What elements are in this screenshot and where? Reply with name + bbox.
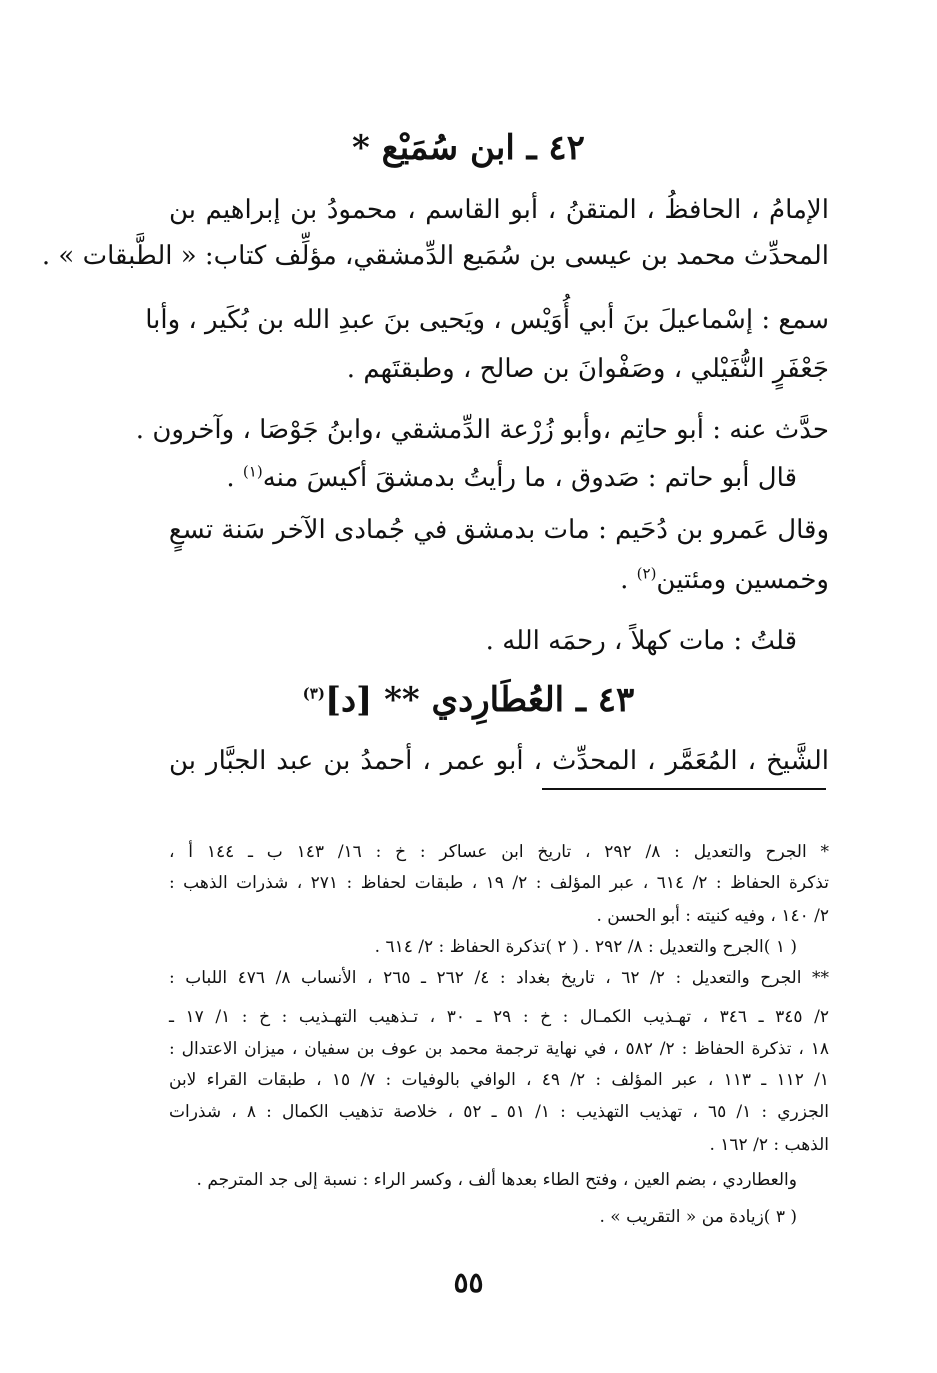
page-number: ٥٥ [453,1266,484,1299]
entry-42-line-8-text: وخمسين ومئتين [656,565,829,595]
entry-42-line-8-suffix: . [620,565,637,595]
entry-42-line-1: الإمامُ ، الحافظُ ، المتقنُ ، أبو القاسم ، محمودُ بن إبراهيم بن [169,195,829,225]
entry-42-heading: ٤٢ ـ ابن سُمَيْع * [352,128,585,168]
footnote-line-10: الذهب : ٢/ ١٦٢ . [709,1135,829,1155]
footnote-line-2: تذكرة الحفاظ : ٢/ ٦١٤ ، عبر المؤلف : ٢/ ١٩ ، طبقات لحفاظ : ٢٧١ ، شذرات الذهب : [169,873,829,893]
entry-42-line-2: المحدِّث محمد بن عيسى بن سُمَيع الدِّمشقي، مؤلِّف كتاب: « الطَّبقات » . [41,241,829,271]
footnote-line-7: ١٨ ، تذكرة الحفاظ : ٢/ ٥٨٢ ، في نهاية ترجمة محمد بن عوف بن سفيان ، ميزان الاعتدال : [169,1039,829,1059]
footnote-line-12: ( ٣ )زيادة من « التقريب » . [599,1207,797,1227]
entry-42-line-3: سمع : إسْماعيلَ بنَ أبي أُوَيْس ، ويَحيى بنَ عبدِ الله بن بُكَير ، وأبا [145,305,829,335]
footnote-line-1: * الجرح والتعديل : ٨/ ٢٩٢ ، تاريخ ابن عساكر : خ : ١٦/ ١٤٣ ب ـ ١٤٤ أ ، [169,842,829,862]
entry-43-heading-text: ٤٣ ـ العُطَارِدي ** [د] [324,680,635,720]
footnote-ref-1: (١) [242,462,263,481]
footnote-ref-3: (٣) [302,684,325,703]
entry-43-line-1: الشَّيخ ، المُعَمَّر ، المحدِّث ، أبو عمر ، أحمدُ بن عبد الجبَّار بن [169,746,829,776]
footnote-line-5: ** الجرح والتعديل : ٢/ ٦٢ ، تاريخ بغداد : ٤/ ٢٦٢ ـ ٢٦٥ ، الأنساب ٨/ ٤٧٦ اللباب : [169,968,829,988]
footnote-line-3: ٢/ ١٤٠ ، وفيه كنيته : أبو الحسن . [596,906,829,926]
footnote-ref-2: (٢) [636,564,657,583]
entry-43-heading [0,680,937,720]
entry-42-line-6 [169,461,797,495]
footnote-line-4: ( ١ )الجرح والتعديل : ٨/ ٢٩٢ . ( ٢ )تذكرة الحفاظ : ٢/ ٦١٤ . [374,937,797,957]
entry-42-line-5: حدَّث عنه : أبو حاتِم ،وأبو زُرْعة الدِّمشقي ،وابنُ جَوْصَا ، وآخرون . [135,415,829,445]
entry-42-line-6-text: قال أبو حاتم : صَدوق ، ما رأيتُ بدمشقَ أكيسَ منه [262,463,797,493]
entry-42-line-8 [169,563,829,597]
entry-42-line-6-suffix: . [226,463,243,493]
footnote-line-6: ٢/ ٣٤٥ ـ ٣٤٦ ، تهـذيب الكمـال : خ : ٢٩ ـ ٣٠ ، تـذهيب التهـذيب : خ : ١/ ١٧ ـ [169,1007,829,1027]
footnote-line-11: والعطاردي ، بضم العين ، وفتح الطاء بعدها ألف ، وكسر الراء : نسبة إلى جد المترجم . [196,1170,797,1190]
footnote-line-9: الجزري : ١/ ٦٥ ، تهذيب التهذيب : ١/ ٥١ ـ ٥٢ ، خلاصة تذهيب الكمال : ٨ ، شذرات [169,1102,829,1122]
footnote-separator [542,788,826,790]
entry-42-line-9: قلتُ : مات كهلاً ، رحمَه الله . [485,626,797,656]
entry-42-line-4: جَعْفَرٍ النُّفَيْلي ، وصَفْوانَ بن صالح ، وطبقتَهم . [346,354,829,384]
footnote-line-8: ١/ ١١٢ ـ ١١٣ ، عبر المؤلف : ٢/ ٤٩ ، الوافي بالوفيات : ٧/ ١٥ ، طبقات القراء لابن [169,1070,829,1090]
entry-42-line-7: وقال عَمرو بن دُحَيم : مات بدمشق في جُمادى الآخر سَنة تسعٍ [168,515,829,545]
